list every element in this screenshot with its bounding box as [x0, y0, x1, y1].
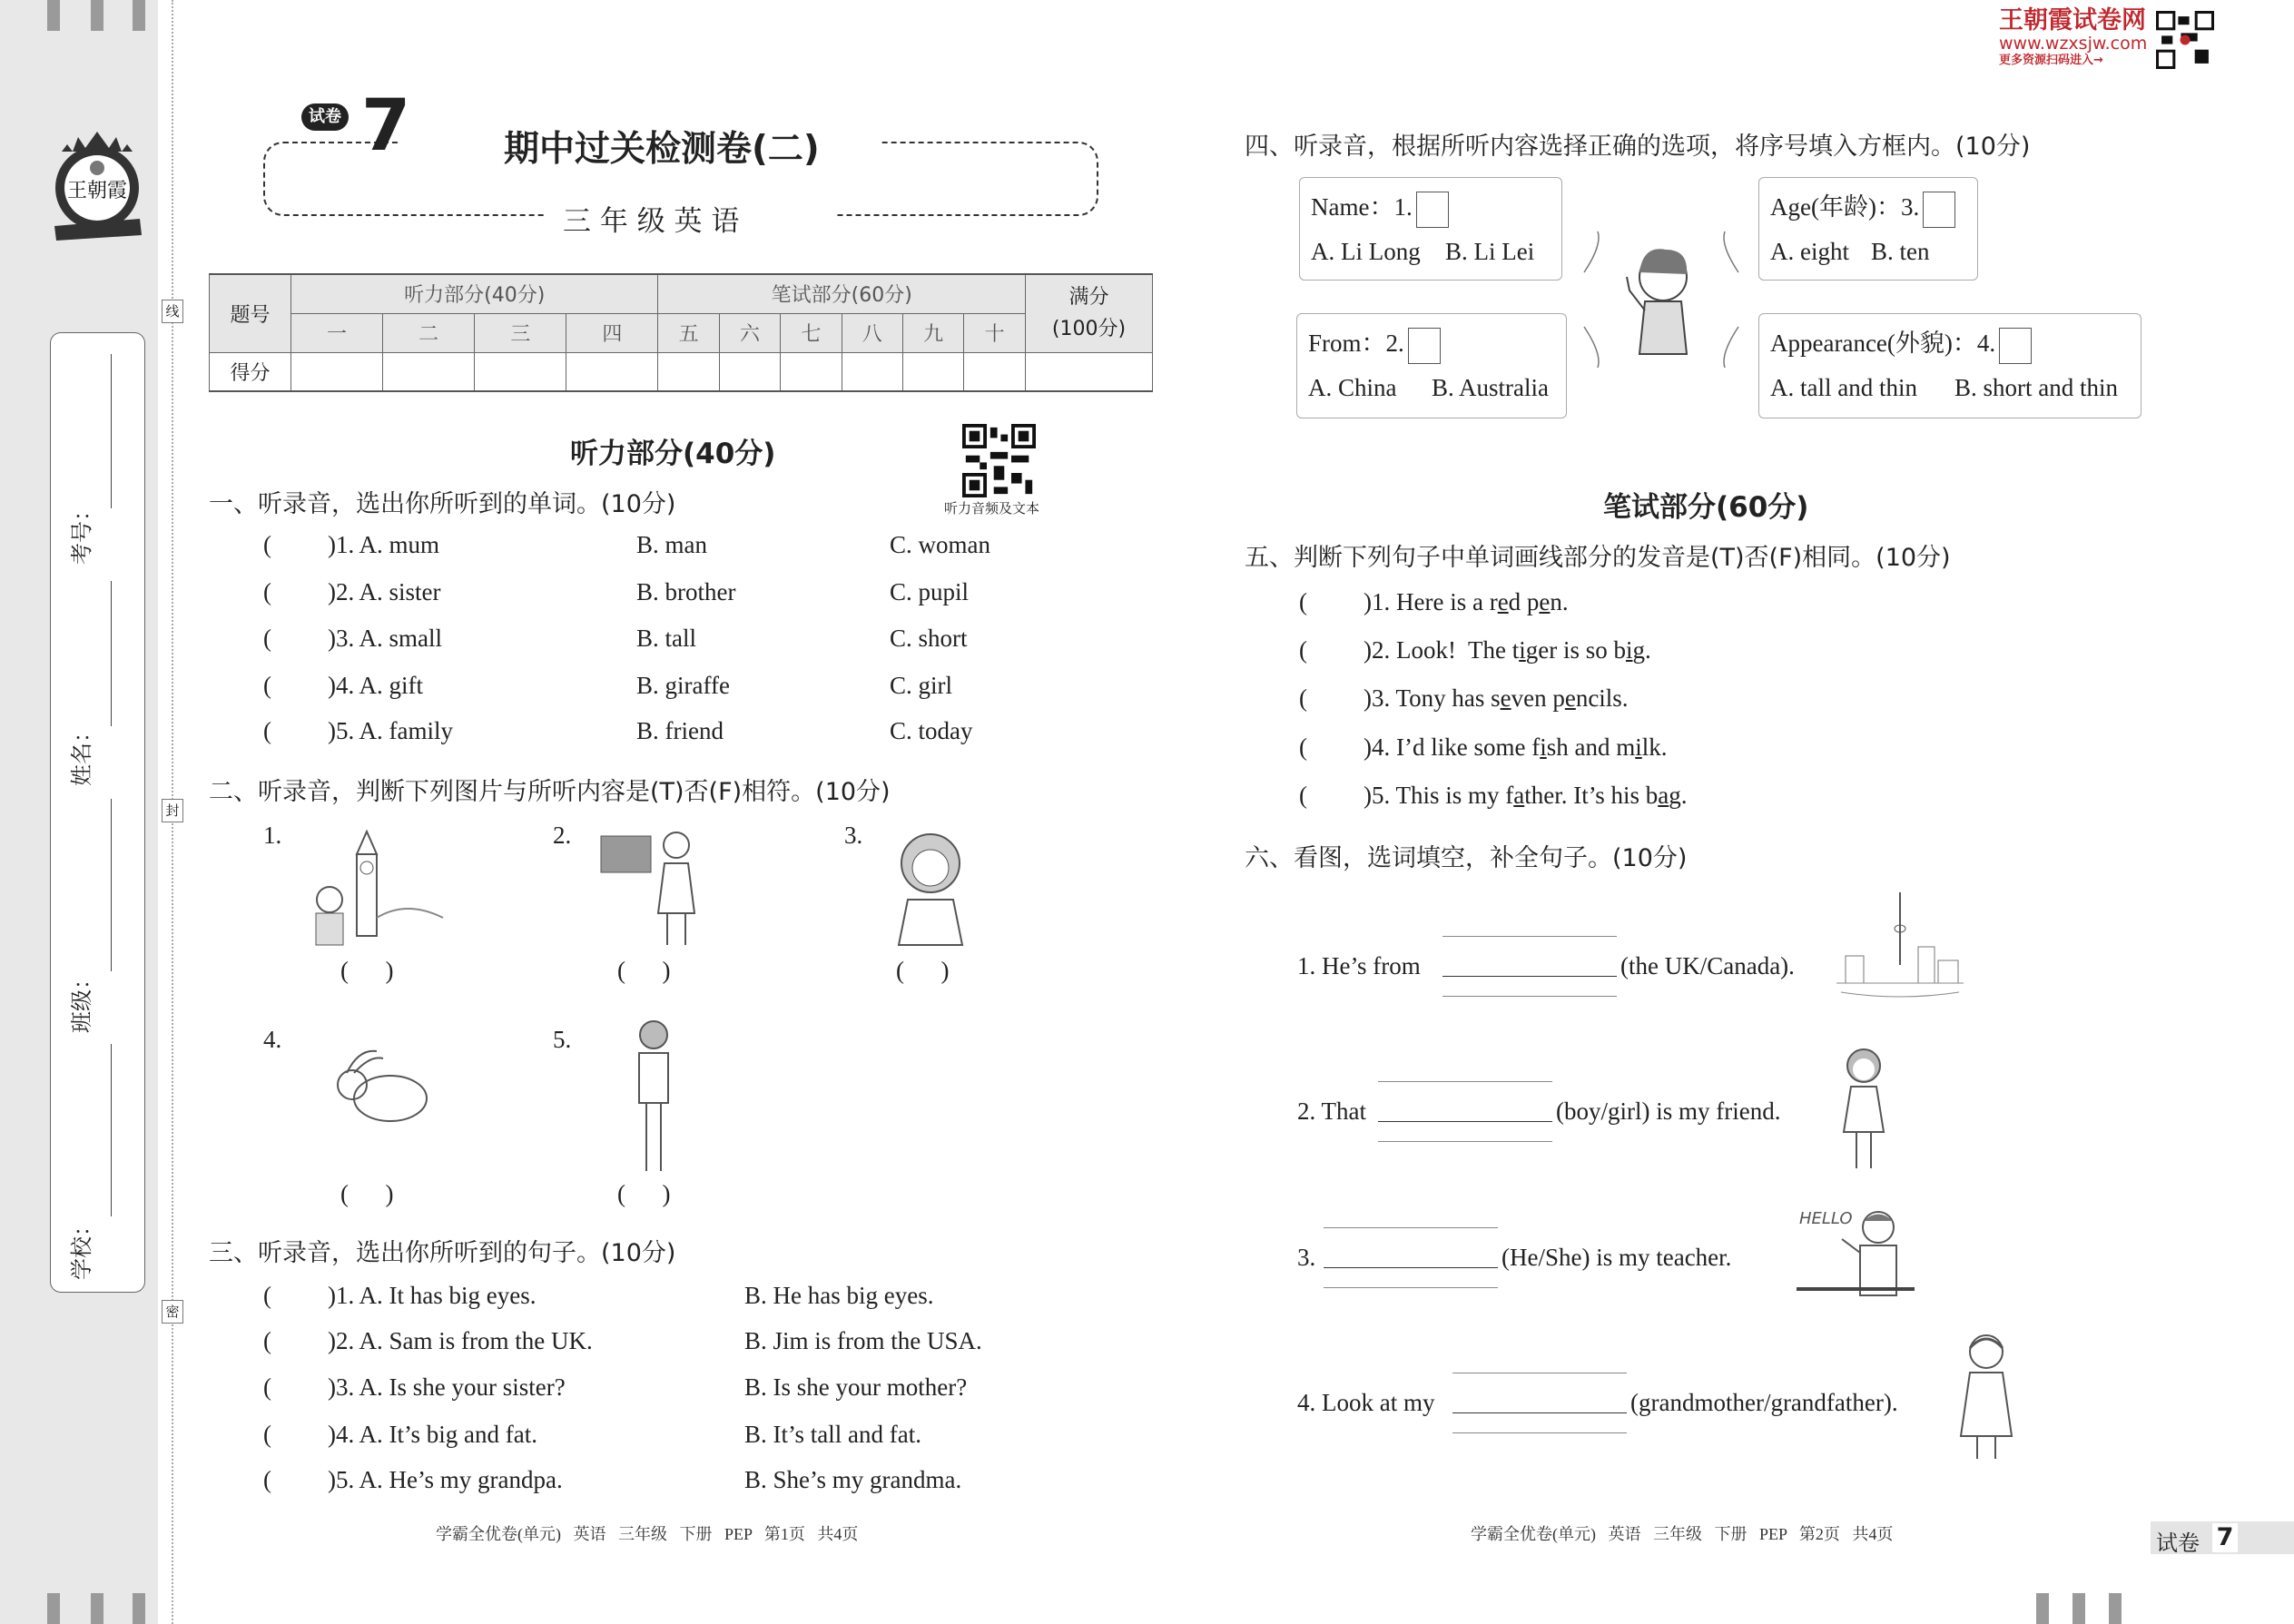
answer-box[interactable] — [1999, 328, 2032, 364]
answer-blank-open[interactable]: ( — [263, 531, 271, 558]
option-b: B. friend — [636, 717, 724, 744]
footer-left: 学霸全优卷(单元) 英语 三年级 下册 PEP 第1页 共4页 — [436, 1525, 859, 1543]
page-tab — [2151, 1521, 2294, 1554]
picture-number: 4. — [263, 1026, 282, 1053]
full-score — [1026, 274, 1153, 352]
column-header: 六 — [719, 313, 780, 352]
underlined-letter: i — [1635, 733, 1642, 761]
info-card-label — [1770, 323, 2032, 364]
answer-blank[interactable]: ( ) — [896, 957, 950, 984]
question-item: )5. A. He’s my grandpa. — [328, 1466, 563, 1493]
score-cell[interactable] — [658, 352, 719, 391]
answer-blank[interactable]: ( ) — [340, 957, 394, 984]
underlined-letter: e — [1539, 588, 1551, 615]
guide-line — [1378, 1141, 1552, 1142]
question-item: )1. A. It has big eyes. — [328, 1282, 537, 1309]
guide-line — [1324, 1287, 1498, 1288]
picture-number: 2. — [553, 822, 572, 849]
option-b: B. Is she your mother? — [744, 1373, 968, 1401]
cut-label: 封 — [162, 799, 183, 822]
full-label: 满分 — [1068, 286, 1109, 310]
answer-line[interactable] — [1324, 1267, 1498, 1268]
underlined-letter: e — [1497, 588, 1509, 615]
option-c: C. short — [890, 625, 968, 652]
sentence-suffix: (He/She) is my teacher. — [1501, 1244, 1732, 1271]
option-a: A. tall and thin — [1770, 374, 1917, 401]
registration-mark — [2036, 1593, 2049, 1624]
question-item: )3. A. Is she your sister? — [328, 1373, 566, 1401]
guide-line — [1378, 1081, 1552, 1082]
score-cell[interactable] — [291, 352, 383, 391]
option-b: B. giraffe — [636, 672, 730, 699]
sentence-suffix: (boy/girl) is my friend. — [1556, 1097, 1781, 1125]
answer-line[interactable] — [1378, 1121, 1552, 1122]
info-card-label-text: From：2. — [1308, 330, 1404, 357]
score-cell[interactable] — [964, 352, 1026, 391]
answer-blank-open[interactable]: ( — [263, 578, 271, 605]
exam-badge: 试卷 — [301, 103, 349, 131]
registration-mark — [2072, 1593, 2085, 1624]
sentence-part: )2. Look! The t — [1364, 636, 1520, 664]
cut-label: 线 — [162, 300, 183, 323]
sentence-part: )5. This is my f — [1364, 782, 1514, 809]
answer-blank-open[interactable]: ( — [263, 672, 271, 699]
page-title: 期中过关检测卷(二) — [504, 129, 820, 170]
class-field[interactable] — [111, 799, 112, 971]
toronto-skyline-illustration — [1836, 892, 1964, 1014]
option-b: B. It’s tall and fat. — [744, 1421, 921, 1448]
section-4-title: 四、听录音，根据所听内容选择正确的选项，将序号填入方框内。(10分) — [1245, 133, 2031, 161]
exam-number: 7 — [361, 85, 411, 167]
total-score-cell[interactable] — [1026, 352, 1153, 391]
column-header: 四 — [566, 313, 658, 352]
boy-pointing-illustration — [1580, 227, 1743, 376]
score-cell[interactable] — [383, 352, 475, 391]
sentence-part: ven p — [1511, 684, 1565, 712]
brand-block[interactable] — [1999, 7, 2147, 69]
brand-url[interactable]: www.wzxsjw.com — [1999, 34, 2148, 54]
answer-box[interactable] — [1416, 192, 1449, 228]
question-item: )1. A. mum — [328, 531, 440, 558]
info-card-label-text: Appearance(外貌)：4. — [1770, 330, 1996, 357]
info-card — [1296, 313, 1567, 418]
option-b: B. He has big eyes. — [744, 1282, 934, 1309]
info-card — [1299, 177, 1562, 281]
full-value: (100分) — [1051, 318, 1127, 341]
score-cell[interactable] — [781, 352, 842, 391]
column-header: 三 — [475, 313, 566, 352]
answer-blank[interactable]: ( ) — [617, 1180, 671, 1207]
score-cell[interactable] — [902, 352, 963, 391]
column-header: 二 — [383, 313, 475, 352]
name-label: 姓名： — [69, 721, 94, 786]
girl-illustration — [1836, 1046, 1891, 1176]
column-header: 一 — [291, 313, 383, 352]
sentence-part: ger is so b — [1525, 636, 1626, 664]
hello-board-text: HELLO — [1799, 1209, 1853, 1228]
exam-number-label: 考号： — [69, 499, 94, 565]
sentence-suffix: (the UK/Canada). — [1620, 952, 1795, 979]
option-b: B. man — [636, 531, 707, 558]
sentence — [1364, 588, 1569, 616]
sentence — [1364, 782, 1687, 810]
option-b: B. short and thin — [1954, 374, 2118, 401]
sentence-part: g. — [1669, 782, 1688, 809]
answer-blank-open[interactable]: ( — [263, 1373, 271, 1401]
answer-blank-open[interactable]: ( — [263, 1327, 271, 1354]
student-info-box — [50, 332, 145, 1293]
column-header: 五 — [658, 313, 719, 352]
info-card-label — [1770, 187, 1955, 228]
sentence-prefix: 3. — [1297, 1244, 1316, 1271]
row-label: 题号 — [210, 274, 291, 352]
answer-blank-open[interactable]: ( — [263, 717, 271, 744]
option-a: A. eight — [1770, 238, 1849, 265]
sentence-part: sh and m — [1546, 733, 1636, 761]
exam-number-field[interactable] — [111, 354, 112, 508]
sentence-part: n. — [1550, 588, 1569, 615]
answer-blank-open[interactable]: ( — [263, 1421, 271, 1448]
page-tab-label: 试卷 — [2156, 1530, 2200, 1556]
column-header: 八 — [842, 313, 902, 352]
row-label: 得分 — [210, 352, 291, 391]
school-label: 学校： — [69, 1215, 94, 1280]
option-b: B. Jim is from the USA. — [744, 1327, 982, 1354]
score-cell[interactable] — [566, 352, 658, 391]
score-cell[interactable] — [842, 352, 902, 391]
rabbit-illustration — [327, 1044, 440, 1143]
question-item: )2. A. Sam is from the UK. — [328, 1327, 593, 1354]
answer-blank[interactable]: ( ) — [340, 1180, 394, 1207]
answer-box[interactable] — [1408, 328, 1441, 364]
school-field[interactable] — [111, 1044, 112, 1216]
grandmother-illustration — [1950, 1332, 2023, 1467]
underlined-letter: i — [1540, 733, 1547, 761]
sentence-suffix: (grandmother/grandfather). — [1630, 1389, 1898, 1416]
listening-heading: 听力部分(40分) — [570, 438, 776, 470]
option-c: C. today — [890, 717, 973, 744]
footer-right: 学霸全优卷(单元) 英语 三年级 下册 PEP 第2页 共4页 — [1471, 1525, 1894, 1543]
question-item: )4. A. gift — [328, 672, 423, 699]
brand-slogan: 更多资源扫码进入→ — [1999, 54, 2103, 67]
answer-blank-open[interactable]: ( — [263, 625, 271, 652]
answer-blank-open[interactable]: ( — [1299, 733, 1307, 761]
question-item: )3. A. small — [328, 625, 442, 652]
writing-header: 笔试部分(60分) — [658, 274, 1026, 313]
sentence-part: g. — [1632, 636, 1651, 664]
page-tab-number: 7 — [2212, 1523, 2238, 1552]
registration-mark — [2109, 1593, 2122, 1624]
sentence-part: d p — [1508, 588, 1540, 615]
answer-blank-open[interactable]: ( — [263, 1466, 271, 1493]
underlined-letter: e — [1564, 684, 1576, 712]
picture-number: 1. — [263, 822, 282, 849]
brand-name: 王朝霞试卷网 — [1999, 6, 2146, 34]
qr-caption: 听力音频及文本 — [944, 500, 1040, 517]
registration-mark — [47, 0, 60, 31]
answer-blank-open[interactable]: ( — [1299, 636, 1307, 664]
column-header: 九 — [902, 313, 963, 352]
guide-line — [1442, 996, 1617, 997]
sentence-prefix: 2. That — [1297, 1097, 1366, 1125]
answer-blank-open[interactable]: ( — [1299, 588, 1307, 615]
smiling-girl-illustration — [890, 827, 971, 953]
sentence-part: lk. — [1641, 733, 1668, 761]
sentence-part: ther. It’s his b — [1524, 782, 1659, 809]
info-card-label — [1308, 323, 1441, 364]
section-5-title: 五、判断下列句子中单词画线部分的发音是(T)否(F)相同。(10分) — [1245, 544, 1951, 572]
picture-number: 3. — [844, 822, 863, 849]
option-c: C. girl — [890, 672, 953, 699]
section-3-title: 三、听录音，选出你所听到的句子。(10分) — [209, 1239, 676, 1267]
sentence-part: ncils. — [1575, 684, 1629, 712]
sentence — [1364, 636, 1651, 664]
guide-line — [1442, 936, 1617, 937]
answer-line[interactable] — [1442, 976, 1617, 977]
qr-code-icon[interactable] — [962, 424, 1036, 497]
option-b: B. She’s my grandma. — [744, 1466, 962, 1493]
info-card — [1758, 177, 1978, 281]
sentence-part: )1. Here is a r — [1364, 588, 1498, 615]
option-c: C. woman — [890, 531, 990, 558]
info-card-label-text: Name：1. — [1311, 193, 1413, 221]
writing-heading: 笔试部分(60分) — [1603, 491, 1809, 524]
registration-mark — [91, 0, 103, 31]
section-1-title: 一、听录音，选出你所听到的单词。(10分) — [209, 490, 676, 518]
question-item: )5. A. family — [328, 717, 453, 744]
answer-line[interactable] — [1452, 1412, 1627, 1413]
option-a: A. China — [1308, 374, 1397, 401]
question-item: )4. A. It’s big and fat. — [328, 1421, 537, 1448]
girl-at-blackboard-illustration — [599, 827, 704, 953]
page-subtitle: 三 年 级 英 语 — [563, 205, 740, 238]
picture-number: 5. — [553, 1026, 572, 1053]
listening-header: 听力部分(40分) — [291, 274, 658, 313]
guide-line — [1324, 1227, 1498, 1228]
option-b: B. brother — [636, 578, 736, 605]
class-label: 班级： — [69, 968, 94, 1033]
info-card — [1758, 313, 2141, 418]
score-cell[interactable] — [475, 352, 566, 391]
section-2-title: 二、听录音，判断下列图片与所听内容是(T)否(F)相符。(10分) — [209, 778, 891, 806]
score-cell[interactable] — [719, 352, 780, 391]
brand-logo — [44, 124, 151, 246]
sentence — [1364, 733, 1668, 762]
info-card-label — [1311, 187, 1449, 228]
sentence-prefix: 1. He’s from — [1297, 952, 1421, 979]
name-field[interactable] — [111, 581, 112, 726]
option-b: B. Li Lei — [1445, 238, 1535, 265]
sentence — [1364, 684, 1629, 713]
answer-box[interactable] — [1923, 192, 1955, 228]
info-card-label-text: Age(年龄)：3. — [1770, 193, 1920, 221]
underlined-letter: i — [1519, 636, 1526, 664]
underlined-letter: a — [1658, 782, 1669, 809]
underlined-letter: a — [1513, 782, 1525, 809]
option-b: B. ten — [1871, 238, 1930, 265]
boy-with-big-ben-illustration — [307, 827, 447, 955]
sentence-prefix: 4. Look at my — [1297, 1389, 1435, 1416]
registration-mark — [91, 1593, 103, 1624]
option-b: B. tall — [636, 625, 696, 652]
standing-boy-illustration — [626, 1017, 681, 1184]
answer-blank-open[interactable]: ( — [1299, 684, 1307, 712]
underlined-letter: i — [1625, 636, 1633, 664]
answer-blank-open[interactable]: ( — [1299, 782, 1307, 809]
column-header: 七 — [781, 313, 842, 352]
registration-mark — [133, 0, 145, 31]
underlined-letter: e — [1500, 684, 1511, 712]
question-item: )2. A. sister — [328, 578, 441, 605]
column-header: 十 — [964, 313, 1026, 352]
answer-blank[interactable]: ( ) — [617, 957, 671, 984]
section-6-title: 六、看图，选词填空，补全句子。(10分) — [1245, 844, 1688, 872]
guide-line — [1452, 1432, 1627, 1433]
sentence-part: )4. I’d like some f — [1364, 733, 1541, 761]
option-b: B. Australia — [1432, 374, 1549, 401]
option-c: C. pupil — [890, 578, 970, 605]
cut-label: 密 — [162, 1300, 183, 1324]
score-table — [209, 273, 1153, 392]
sentence-part: )3. Tony has s — [1364, 684, 1501, 712]
brand-qr-icon[interactable] — [2156, 11, 2214, 69]
registration-mark — [47, 1593, 60, 1624]
registration-mark — [133, 1593, 145, 1624]
answer-blank-open[interactable]: ( — [263, 1282, 271, 1309]
svg-text:王朝霞: 王朝霞 — [66, 180, 128, 202]
option-a: A. Li Long — [1311, 238, 1421, 265]
